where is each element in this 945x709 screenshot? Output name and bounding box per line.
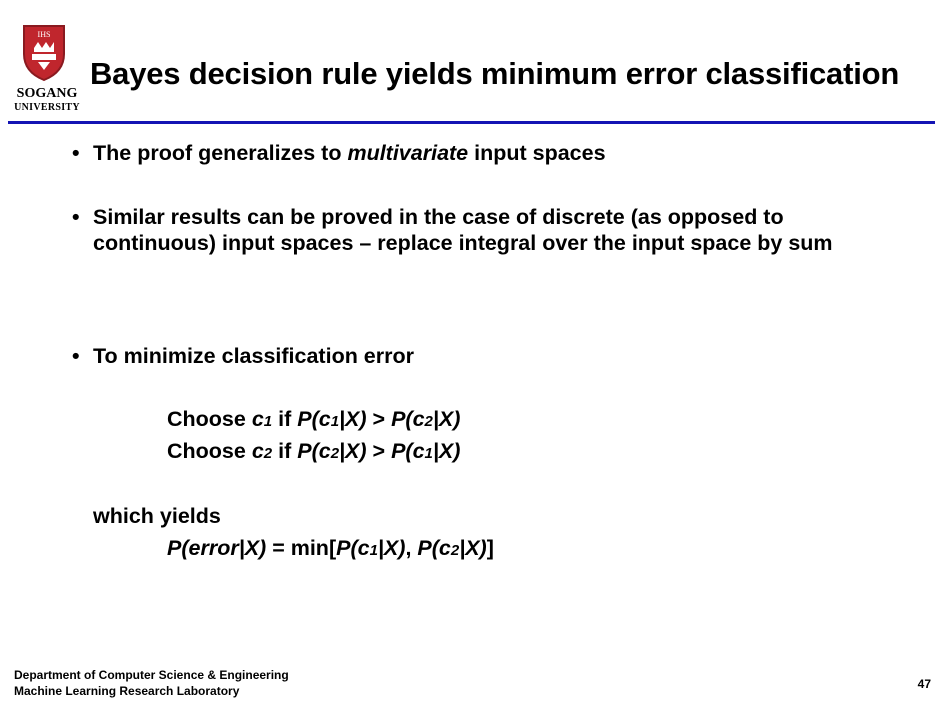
footer-department: Department of Computer Science & Engineering bbox=[14, 668, 289, 682]
footer bbox=[14, 667, 289, 699]
rule-lhs-end: |X) bbox=[339, 439, 367, 463]
formula-lhs: P(error|X) bbox=[167, 536, 267, 560]
decision-rule-c2 bbox=[167, 438, 460, 467]
bullet-text-pre: The proof generalizes to bbox=[93, 141, 348, 165]
rule-lhs-index: 2 bbox=[330, 445, 340, 462]
rule-if: if bbox=[272, 439, 298, 463]
rule-choose: Choose bbox=[167, 407, 252, 431]
bullet-marker: • bbox=[72, 141, 80, 165]
rule-class-index: 2 bbox=[263, 445, 273, 462]
rule-rhs-index: 1 bbox=[424, 445, 433, 462]
formula-term-b: P(c bbox=[417, 536, 451, 560]
which-yields-text: which yields bbox=[93, 504, 221, 528]
formula-close: ] bbox=[486, 536, 494, 560]
rule-rhs-end: |X) bbox=[432, 407, 461, 431]
rule-rhs-index: 2 bbox=[424, 413, 433, 430]
formula-comma: , bbox=[405, 536, 418, 560]
shield-text: IHS bbox=[37, 30, 51, 39]
bullet-marker: • bbox=[72, 344, 80, 368]
rule-rhs: P(c bbox=[391, 407, 425, 431]
formula-term-a-end: |X) bbox=[377, 536, 406, 560]
page-number: 47 bbox=[917, 677, 931, 691]
formula-eq: = min[ bbox=[266, 536, 337, 560]
decision-rule-c1 bbox=[167, 406, 460, 435]
bullet-text: Similar results can be proved in the case of discrete (as opposed to continuous) input spaces – replace integral over the input space by sum bbox=[93, 205, 833, 255]
rule-rhs: P(c bbox=[391, 439, 425, 463]
rule-lhs: P(c bbox=[297, 407, 331, 431]
formula-term-b-index: 2 bbox=[450, 542, 460, 559]
rule-class: c bbox=[251, 439, 264, 463]
rule-gt: > bbox=[366, 439, 392, 463]
footer-lab: Machine Learning Research Laboratory bbox=[14, 684, 240, 698]
rule-lhs-end: |X) bbox=[339, 407, 367, 431]
university-logo bbox=[10, 24, 84, 116]
bullet-text-emphasis: multivariate bbox=[347, 141, 469, 165]
bullet-text bbox=[93, 140, 873, 166]
rule-class-index: 1 bbox=[263, 413, 273, 430]
formula-term-a: P(c bbox=[336, 536, 370, 560]
slide-title: Bayes decision rule yields minimum error classification bbox=[90, 56, 900, 91]
error-probability-formula bbox=[167, 535, 494, 564]
bullet-marker: • bbox=[72, 205, 80, 229]
rule-lhs-index: 1 bbox=[330, 413, 340, 430]
rule-lhs: P(c bbox=[297, 439, 331, 463]
rule-if: if bbox=[272, 407, 298, 431]
logo-name: SOGANG bbox=[16, 86, 78, 101]
rule-gt: > bbox=[366, 407, 392, 431]
bullet-text-post: input spaces bbox=[468, 141, 606, 165]
rule-class: c bbox=[251, 407, 264, 431]
rule-choose: Choose bbox=[167, 439, 252, 463]
formula-term-b-end: |X) bbox=[459, 536, 487, 560]
logo-subtitle: UNIVERSITY bbox=[14, 102, 80, 113]
rule-rhs-end: |X) bbox=[432, 439, 461, 463]
formula-term-a-index: 1 bbox=[369, 542, 378, 559]
shield-crest-icon bbox=[22, 24, 66, 82]
title-divider bbox=[8, 121, 935, 124]
bullet-text: To minimize classification error bbox=[93, 344, 414, 368]
